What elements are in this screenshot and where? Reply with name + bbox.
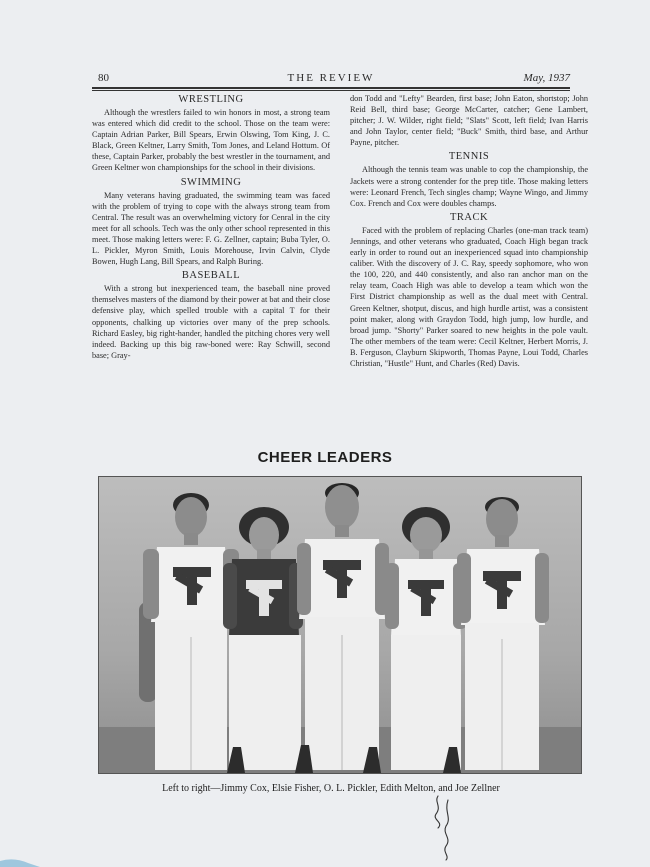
tennis-paragraph: Although the tennis team was unable to cop the championship, the Jackets were a strong contender for the prep title. Those making letters were: Leonard French, Tech singles champ; Wayne Wingo, and Jimmy Cox. French and Cox were doubles champs. (350, 165, 588, 208)
swimming-heading: SWIMMING (180, 176, 242, 188)
page-header (92, 70, 570, 86)
baseball-paragraph: With a strong but inexperienced team, the baseball nine proved themselves masters of the diamond by their power at bat and their close defensive play, which spelled trouble with a capital T for their opponents, chalking up victories over many of the prep schools. Richard Easley, big right-hander, handled the pitching chores very well indeed. Backing up this big raw-boned were: Ray Schwill, second base; Gray- (92, 284, 330, 360)
page-corner-mark (0, 857, 40, 867)
swimming-paragraph: Many veterans having graduated, the swimming team was faced with the problem of trying to cope with the always strong team from Central. The result was an overwhelming victory for Cenral in the city meet for all schools. Tech was the only other school represented in this meet. Those making letters were: F. G. Zellner, captain; Buba Tyler, O. L. Pickler, Myron Smith, Louis Morehouse, Irvin Calvin, Clyde Bowen, Hugh Lang, Bill Spears, and Ralph Buring. (92, 190, 330, 267)
baseball-continued-paragraph: don Todd and "Lefty" Bearden, first base; John Eaton, shortstop; John Reid Bell, third base; George McCarter, catcher; Gene Lambert, pitcher; J. W. Wilder, right field; "Slats" Scott, left field; Ivan Harris and John Taylor, center field; "Buck" Smith, third base, and Arthur Payne, pitcher. (350, 94, 588, 148)
track-heading: TRACK (449, 211, 489, 223)
page-number: 80 (98, 72, 109, 84)
handwritten-signature (430, 792, 460, 862)
magazine-title: THE REVIEW (287, 72, 375, 84)
header-rule-thick (92, 87, 570, 89)
cheer-leaders-photo (98, 476, 582, 774)
header-rule-thin (92, 90, 570, 91)
left-column (92, 93, 330, 363)
wrestling-paragraph: Although the wrestlers failed to win honors in most, a strong team was entered which did credit to the school. Those on the team were: Captain Adrian Parker, Bill Spears, Erwin Olswing, Tom King, J. C. Black, Green Keltner, Larry Smith, Tom Jones, and Leland Hottum. Of these, Captain Parker, probably the best wrestler in the tournament, and Green Keltner won championships for the school in their divisions. (92, 108, 330, 173)
right-column (350, 93, 588, 371)
cheer-leaders-title: CHEER LEADERS (257, 449, 393, 466)
photo-illustration (99, 477, 581, 773)
issue-date: May, 1937 (523, 72, 570, 84)
wrestling-heading: WRESTLING (178, 94, 244, 105)
photo-caption: Left to right—Jimmy Cox, Elsie Fisher, O. L. Pickler, Edith Melton, and Joe Zellner (162, 783, 500, 794)
tennis-heading: TENNIS (448, 151, 490, 163)
track-paragraph: Faced with the problem of replacing Charles (one-man track team) Jennings, and other veterans who graduated, Coach High began track early in order to round out an inexperienced squad into championship caliber. With the discovery of J. C. Ray, speedy sophomore, who won the 100, 220, and 440 consistently, and also ran anchor man on the relay team, Coach High was able to develop a team which won the First District championship as well as the dual meet with Central. Green Keltner, shotput, discus, and high hurdle artist, was a consistent point maker, along with Graydon Todd, high jump, low hurdle, and broad jump. "Shorty" Parker soared to new heights in the pole vault. The other members of the team were: Cecil Keltner, Herbert Morris, J. B. Ferguson, Clayburn Skipworth, Thomas Payne, Loui Todd, Charles Christian, "Hustle" Hunt, and Charles (Red) Davis. (350, 225, 588, 368)
baseball-heading: BASEBALL (181, 270, 241, 282)
